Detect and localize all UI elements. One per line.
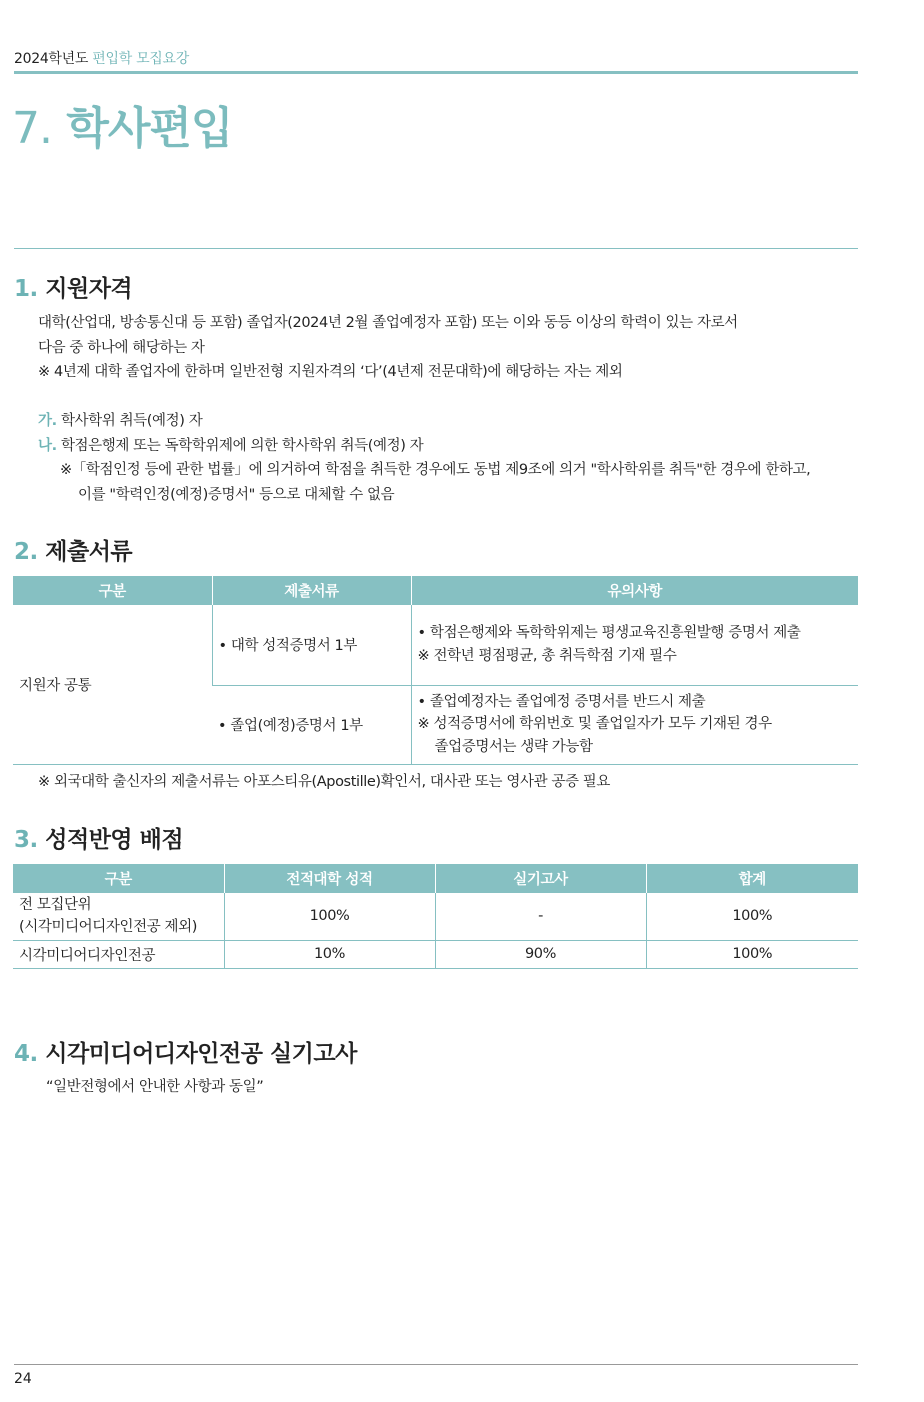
- eligibility-law-note: [60, 458, 810, 507]
- chapter-title-text: 학사편입: [66, 103, 233, 154]
- header-guide-title: 편입학 모집요강: [92, 51, 189, 67]
- column-header: 유의사항: [411, 576, 858, 605]
- item-text: 학사학위 취득(예정) 자: [60, 413, 203, 429]
- category-line: 전 모집단위: [19, 896, 92, 913]
- eligibility-intro-line: 다음 중 하나에 해당하는 자: [38, 339, 205, 356]
- column-header: 실기고사: [435, 864, 646, 893]
- foreign-documents-note: ※ 외국대학 출신자의 제출서류는 아포스티유(Apostille)확인서, 대사관 또는 영사관 공증 필요: [38, 774, 611, 790]
- total-cell: 100%: [646, 893, 858, 940]
- practical-cell: -: [435, 893, 646, 940]
- document-cell: • 졸업(예정)증명서 1부: [212, 685, 411, 764]
- note-line: ※ 전학년 평점평균, 총 취득학점 기재 필수: [417, 647, 677, 664]
- category-cell: 시각미디어디자인전공: [13, 940, 224, 968]
- section-2-title: [14, 533, 132, 566]
- practical-exam-note: “일반전형에서 안내한 사항과 동일”: [46, 1079, 264, 1095]
- eligibility-exclusion-note: ※ 4년제 대학 졸업자에 한하며 일반전형 지원자격의 ‘다’(4년제 전문대학)에 해당하는 자는 제외: [38, 364, 623, 380]
- note-line: 이를 "학력인정(예정)증명서" 등으로 대체할 수 없음: [78, 486, 395, 503]
- section-3-number: 3.: [14, 827, 38, 853]
- grades-cell: 100%: [224, 893, 435, 940]
- eligibility-item-na: [38, 434, 423, 459]
- chapter-title: [12, 92, 232, 156]
- note-line: 졸업증명서는 생략 가능함: [434, 738, 593, 755]
- section-2-title-text: 제출서류: [45, 539, 133, 565]
- practical-cell: 90%: [435, 940, 646, 968]
- section-4-number: 4.: [14, 1041, 38, 1067]
- notes-cell: [411, 605, 858, 685]
- page-number: 24: [14, 1371, 32, 1387]
- footer-divider: [14, 1364, 858, 1365]
- category-line: (시각미디어디자인전공 제외): [19, 919, 198, 936]
- section-4-title: [14, 1035, 357, 1068]
- note-line: • 졸업예정자는 졸업예정 증명서를 반드시 제출: [417, 693, 706, 710]
- eligibility-item-ga: [38, 409, 423, 434]
- note-line: ※「학점인정 등에 관한 법률」에 의거하여 학점을 취득한 경우에도 동법 제9조에 의거 "학사학위를 취득"한 경우에 한하고,: [60, 462, 811, 478]
- table-row: [13, 940, 858, 968]
- item-label: 나.: [38, 437, 57, 454]
- notes-cell: [411, 685, 858, 764]
- column-header: 제출서류: [212, 576, 411, 605]
- eligibility-items: [38, 409, 423, 458]
- score-table-header: [13, 864, 858, 893]
- column-header: 전적대학 성적: [224, 864, 435, 893]
- section-3-title: [14, 821, 183, 854]
- column-header: 구분: [13, 864, 224, 893]
- item-label: 가.: [38, 413, 57, 429]
- item-text: 학점은행제 또는 독학학위제에 의한 학사학위 취득(예정) 자: [60, 437, 424, 454]
- header-year: 2024학년도: [14, 51, 89, 67]
- section-1-number: 1.: [14, 276, 38, 302]
- note-line: ※ 성적증명서에 학위번호 및 졸업일자가 모두 기재된 경우: [417, 716, 772, 733]
- applicant-group-cell: 지원자 공통: [13, 605, 212, 764]
- total-cell: 100%: [646, 940, 858, 968]
- section-1-title: [14, 270, 132, 303]
- note-line: • 학점은행제와 독학학위제는 평생교육진흥원발행 증명서 제출: [417, 625, 801, 642]
- section-1-title-text: 지원자격: [45, 276, 133, 302]
- section-4-title-text: 시각미디어디자인전공 실기고사: [45, 1041, 357, 1067]
- document-cell: • 대학 성적증명서 1부: [212, 605, 411, 685]
- running-header: [14, 48, 189, 68]
- column-header: 구분: [13, 576, 212, 605]
- grades-cell: 10%: [224, 940, 435, 968]
- documents-table: [13, 576, 858, 765]
- section-2-number: 2.: [14, 539, 38, 565]
- table-row: [13, 605, 858, 685]
- category-cell: [13, 893, 224, 940]
- score-weight-table: [13, 864, 858, 969]
- eligibility-intro: [38, 311, 738, 385]
- column-header: 합계: [646, 864, 858, 893]
- section-3-title-text: 성적반영 배점: [45, 827, 184, 853]
- chapter-number: 7.: [12, 103, 52, 154]
- eligibility-intro-line: 대학(산업대, 방송통신대 등 포함) 졸업자(2024년 2월 졸업예정자 포함) 또는 이와 동등 이상의 학력이 있는 자로서: [38, 315, 738, 331]
- chapter-divider: [14, 248, 858, 249]
- documents-table-header: [13, 576, 858, 605]
- table-row: [13, 893, 858, 940]
- header-divider: [14, 71, 858, 74]
